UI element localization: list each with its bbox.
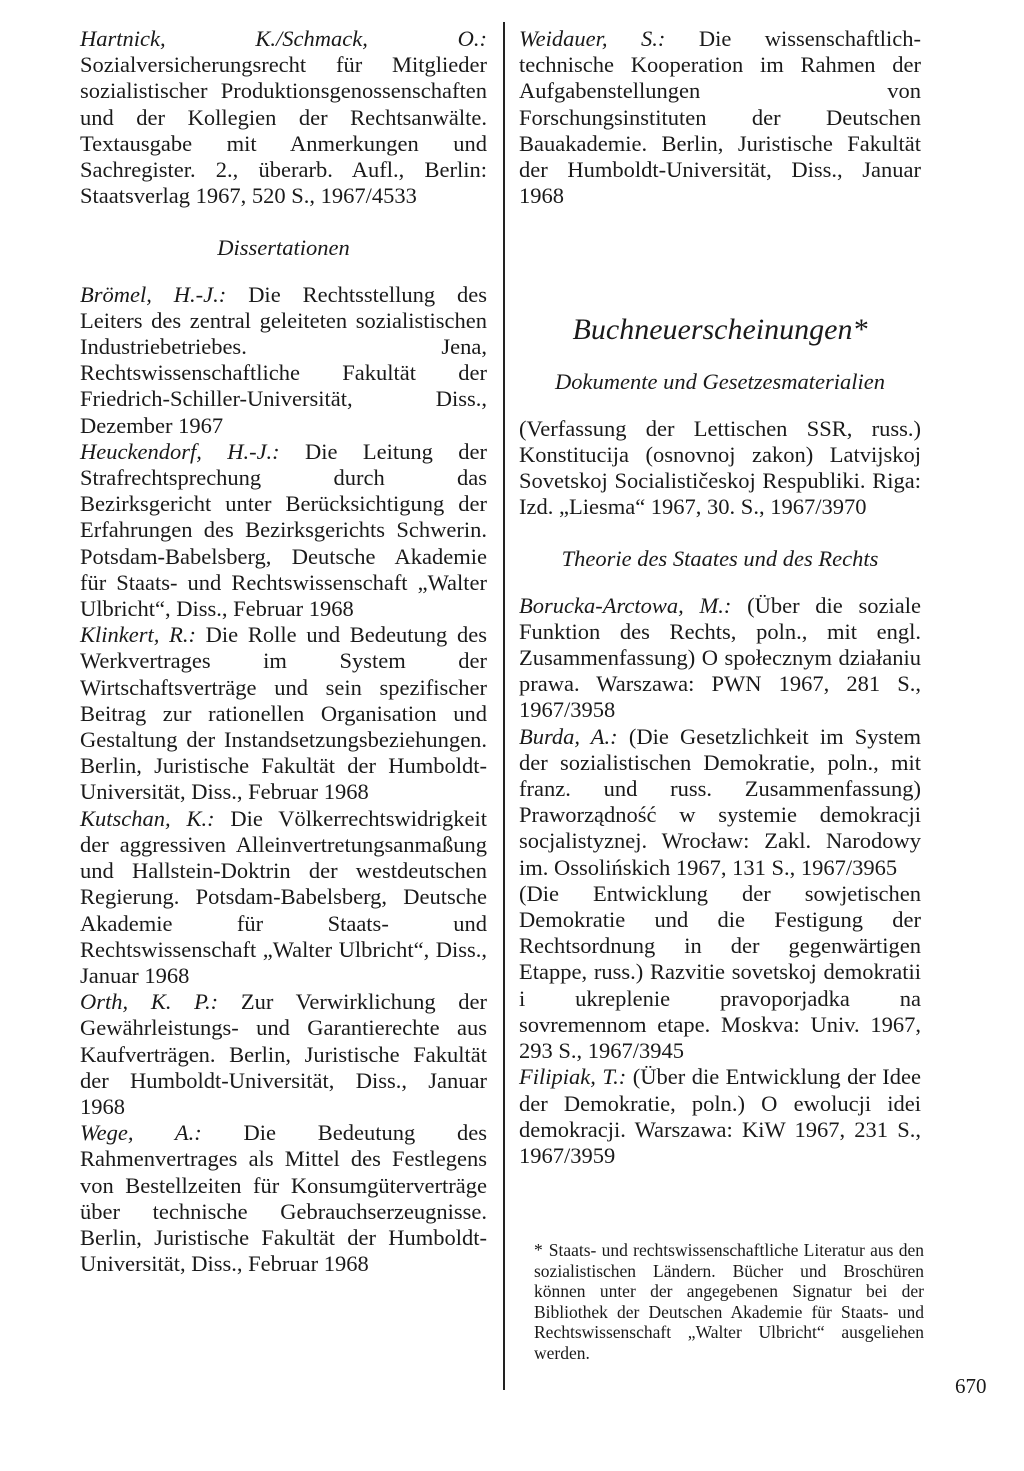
entry-text: Die wissenschaftlich-technische Kooperation im Rahmen der Aufgabenstellungen von Forschungsinstituten der Deutschen Bauakademie. Berlin, Juristische Fakultät der Humboldt-Universität, Diss., Januar 1968 [519, 26, 921, 209]
entry-author: Wege, A.: [80, 1120, 202, 1146]
column-divider [503, 22, 505, 1390]
page-number: 670 [955, 1374, 987, 1398]
bibliography-entry [80, 622, 487, 805]
bibliography-entry [80, 989, 487, 1120]
entry-author: Burda, A.: [519, 723, 618, 749]
entry-text: (Verfassung der Lettischen SSR, russ.) Konstitucija (osnovnoj zakon) Latvijskoj Sovetskoj Socialističeskoj Respubliki. Riga: Izd. „Liesma“ 1967, 30. S., 1967/3970 [519, 415, 921, 520]
entry-text: Die Rechtsstellung des Leiters des zentral geleiteten sozialistischen Industriebetriebes. Jena, Rechtswissenschaftliche Fakultät der Friedrich-Schiller-Universität, Diss., Dezember 1967 [80, 281, 487, 438]
entry-text: Die Leitung der Strafrechtsprechung durch das Bezirksgericht unter Berücksichtigung der Erfahrungen des Bezirksgerichts Schwerin. Potsdam-Babelsberg, Deutsche Akademie für Staats- und Rechtswissenschaft „Walter Ulbricht“, Diss., Februar 1968 [80, 438, 487, 622]
bibliography-entry [80, 282, 487, 439]
right-column [519, 26, 921, 1169]
bibliography-entry [80, 1120, 487, 1277]
entry-author: Orth, K. P.: [80, 989, 219, 1015]
entry-author: Filipiak, T.: [519, 1064, 627, 1090]
bibliography-entry [519, 26, 921, 209]
entry-author: Brömel, H.-J.: [80, 281, 227, 307]
entry-author: Borucka-Arctowa, M.: [519, 592, 732, 618]
left-column [80, 26, 487, 1277]
entry-text: Die Rolle und Bedeutung des Werkvertrages im System der Wirtschaftsverträge und sein spezifischer Beitrag zur rationellen Organisation und Gestaltung der Instandsetzungsbeziehungen. Berlin, Juristische Fakultät der Humboldt-Universität, Diss., Februar 1968 [80, 622, 487, 805]
footnote-mark: * [534, 1240, 543, 1260]
entry-text: (Die Entwicklung der sowjetischen Demokratie und die Festigung der Rechtsordnung in der gegenwärtigen Etappe, russ.) Razvitie sovetskoj demokratii i ukreplenie pravoporjadka na sovremennom etape. Moskva: Univ. 1967, 293 S., 1967/3945 [519, 880, 921, 1064]
entry-text: Sozialversicherungsrecht für Mitglieder sozialistischer Produktionsgenossenschaften und der Kollegien der Rechtsanwälte. Textausgabe mit Anmerkungen und Sachregister. 2., überarb. Aufl., Berlin: Staatsverlag 1967, 520 S., 1967/4533 [80, 52, 487, 209]
entry-author: Hartnick, K./Schmack, O.: [80, 26, 487, 51]
entry-author: Kutschan, K.: [80, 805, 215, 831]
entry-text: Die Bedeutung des Rahmenvertrages als Mittel des Festlegens von Bestellzeiten für Konsumgüterverträge über technische Gebrauchserzeugnisse. Berlin, Juristische Fakultät der Humboldt-Universität, Diss., Februar 1968 [80, 1120, 487, 1277]
main-heading-buchneuerscheinungen: Buchneuerscheinungen* [572, 313, 868, 347]
section-heading-dissertationen: Dissertationen [217, 235, 350, 261]
bibliography-entry [519, 416, 921, 521]
bibliography-entry [519, 724, 921, 881]
entry-text: Zur Verwirklichung der Gewährleistungs- und Garantierechte aus Kaufverträgen. Berlin, Juristische Fakultät der Humboldt-Universität, Diss., Januar 1968 [80, 989, 487, 1119]
section-heading-dokumente: Dokumente und Gesetzesmaterialien [555, 369, 885, 395]
bibliography-entry [519, 881, 921, 1064]
bibliography-entry [80, 439, 487, 622]
entry-author: Klinkert, R.: [80, 622, 196, 648]
entry-text: (Die Gesetzlichkeit im System der sozialistischen Demokratie, poln., mit franz. und russ. Zusammenfassung) Praworządność w systemie demokracji socjalistyznej. Wrocław: Zakl. Narodowy im. Ossolińskich 1967, 131 S., 1967/3965 [519, 723, 922, 880]
footnote-text: Staats- und rechtswissenschaftliche Literatur aus den sozialistischen Ländern. Bücher und Broschüren können unter der angegebenen Signatur bei der Bibliothek der Deutschen Akademie für Staats- und Rechtswissenschaft „Walter Ulbricht“ ausgeliehen werden. [534, 1240, 924, 1363]
bibliography-entry [519, 1064, 921, 1169]
entry-author: Weidauer, S.: [519, 26, 666, 51]
bibliography-entry [80, 26, 487, 209]
entry-text: (Über die soziale Funktion des Rechts, poln., mit engl. Zusammenfassung) O społecznym działaniu prawa. Warszawa: PWN 1967, 281 S., 1967/3958 [519, 592, 921, 723]
entry-text: Die Völkerrechtswidrigkeit der aggressiven Alleinvertretungsanmaßung und Hallstein-Doktrin der westdeutschen Regierung. Potsdam-Babelsberg, Deutsche Akademie für Staats- und Rechtswissenschaft „Walter Ulbricht“, Diss., Januar 1968 [80, 805, 487, 988]
footnote [534, 1240, 924, 1364]
bibliography-entry [519, 593, 921, 724]
bibliography-entry [80, 806, 487, 989]
entry-text: (Über die Entwicklung der Idee der Demokratie, poln.) O ewolucji idei demokracji. Warszawa: KiW 1967, 231 S., 1967/3959 [519, 1064, 922, 1168]
section-heading-theorie: Theorie des Staates und des Rechts [561, 546, 879, 572]
entry-author: Heuckendorf, H.-J.: [80, 438, 280, 464]
